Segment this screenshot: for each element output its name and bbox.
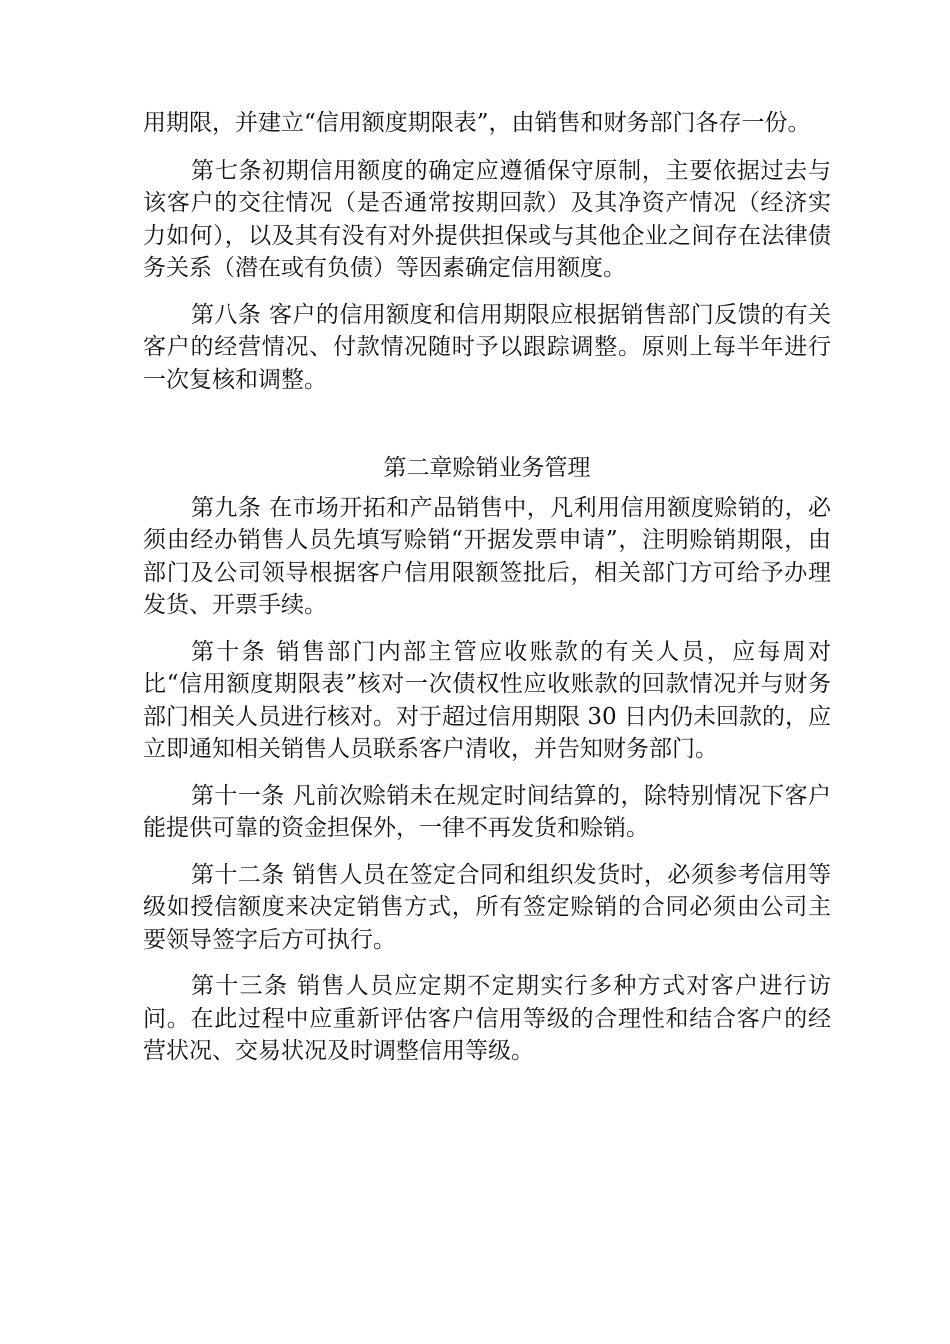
article-8: 第八条 客户的信用额度和信用期限应根据销售部门反馈的有关客户的经营情况、付款情况随时予以跟踪调整。原则上每半年进行一次复核和调整。 bbox=[143, 301, 831, 393]
article-12: 第十二条 销售人员在签定合同和组织发货时，必须参考信用等级如授信额度来决定销售方式，所有签定赊销的合同必须由公司主要领导签字后方可执行。 bbox=[143, 861, 831, 953]
document-body bbox=[143, 107, 831, 1082]
article-9: 第九条 在市场开拓和产品销售中，凡利用信用额度赊销的，必须由经办销售人员先填写赊销“开据发票申请”，注明赊销期限，由部门及公司领导根据客户信用限额签批后，相关部门方可给予办理发货、开票手续。 bbox=[143, 494, 831, 618]
paragraph-continued: 用期限，并建立“信用额度期限表”，由销售和财务部门各存一份。 bbox=[143, 110, 811, 136]
article-13: 第十三条 销售人员应定期不定期实行多种方式对客户进行访问。在此过程中应重新评估客户信用等级的合理性和结合客户的经营状况、交易状况及时调整信用等级。 bbox=[143, 973, 831, 1064]
article-10: 第十条 销售部门内部主管应收账款的有关人员，应每周对比“信用额度期限表”核对一次债权性应收账款的回款情况并与财务部门相关人员进行核对。对于超过信用期限 30 日内仍未回款的，应立即通知相关销售人员联系客户清收，并告知财务部门。 bbox=[143, 638, 831, 762]
article-7: 第七条初期信用额度的确定应遵循保守原制，主要依据过去与该客户的交往情况（是否通常按期回款）及其净资产情况（经济实力如何），以及其有没有对外提供担保或与其他企业之间存在法律债务关系（潜在或有负债）等因素确定信用额度。 bbox=[143, 157, 831, 281]
chapter-title: 第二章赊销业务管理 bbox=[383, 455, 591, 481]
article-11: 第十一条 凡前次赊销未在规定时间结算的，除特别情况下客户能提供可靠的资金担保外，一律不再发货和赊销。 bbox=[143, 782, 831, 841]
chapter-spacer bbox=[143, 410, 831, 452]
